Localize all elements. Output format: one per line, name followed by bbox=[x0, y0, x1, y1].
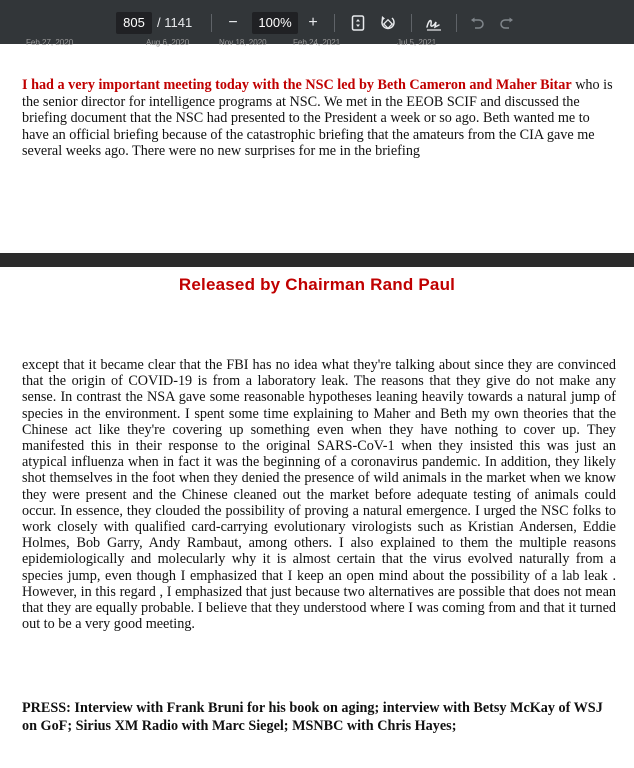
minus-icon: − bbox=[228, 14, 238, 31]
toolbar-divider bbox=[456, 14, 457, 32]
date-label: Aug 6, 2020 bbox=[146, 38, 190, 47]
plus-icon: + bbox=[308, 14, 318, 31]
release-banner: Released by Chairman Rand Paul bbox=[178, 275, 456, 294]
zoom-level-input[interactable]: 100% bbox=[252, 12, 298, 34]
toolbar-divider bbox=[411, 14, 412, 32]
redo-button[interactable] bbox=[496, 12, 518, 34]
date-label: Feb 27, 2020 bbox=[26, 38, 74, 47]
press-note: PRESS: Interview with Frank Bruni for his book on aging; interview with Betsy McKay of WSJ on GoF; Sirius XM Radio with Marc Siegel; MSNBC with Chris Hayes; bbox=[22, 700, 603, 734]
zoom-out-button[interactable] bbox=[222, 12, 244, 34]
fit-page-button[interactable] bbox=[347, 12, 369, 34]
annotate-pen-icon bbox=[425, 15, 443, 31]
rotate-icon bbox=[379, 14, 397, 32]
headline: I had a very important meeting today with the NSC led by Beth Cameron and Maher Bitar bbox=[22, 77, 572, 93]
draw-button[interactable] bbox=[423, 12, 445, 34]
body-text: who is the senior director for intelligence programs at NSC. We met in the EEOB SCIF and discussed the briefing document that the NSC had presented to the President a week or so ago. Beth wanted me to have an official briefing because of the catastrophic briefing that the amateurs from the CIA gave me several weeks ago. There were no new surprises for me in the briefing bbox=[22, 77, 613, 159]
date-label: Jul 5, 2021 bbox=[397, 38, 437, 47]
page-gap bbox=[0, 253, 634, 267]
redo-icon bbox=[500, 17, 514, 29]
rotate-button[interactable] bbox=[377, 12, 399, 34]
toolbar-divider bbox=[211, 14, 212, 32]
page-text bbox=[22, 77, 614, 160]
document-page bbox=[0, 51, 634, 253]
undo-icon bbox=[470, 17, 484, 29]
date-label: Nov 18, 2020 bbox=[219, 38, 267, 47]
fit-page-icon bbox=[351, 15, 365, 31]
toolbar-divider bbox=[334, 14, 335, 32]
body-text: except that it became clear that the FBI has no idea what they're talking about since they are convinced that the origin of COVID-19 is from a laboratory leak. The reasons that they give do not make any sense. In contrast the NSA gave some reasonable hypotheses leaning heavily towards a natural jump of species in the environment. I spent some time explaining to Maher and Beth my own theories that the Chinese act like they're covering up something even when they have nothing to cover up. They manifested this in their response to the original SARS-CoV-1 when they insisted this was just an atypical influenza when in fact it was the beginning of a coronavirus pandemic. In addition, they likely shot themselves in the foot when they denied the presence of wild animals in the market when we know they were present and the Chinese cleaned out the market before adequate testing of animals could occur. In essence, they clouded the possibility of proving a natural emergence. I urged the NSC folks to work closely with qualified card-carrying evolutionary virologists such as Kristian Andersen, Eddie Holmes, Bob Garry, Andy Rambaut, among others. I also explained to them the multiple reasons epidemiologically and molecularly why it is almost certain that the virus evolved naturally from a species jump, even though I emphasized that I keep an open mind about the possibility of a lab leak . However, in this regard , I emphasized that just because two alternatives are possible that does not mean that they are equally probable. I believe that they understood where I was coming from and that it turned out to be a very good meeting. bbox=[22, 357, 616, 633]
chart-axis-remnant bbox=[0, 38, 634, 51]
page-number-input[interactable]: 805 bbox=[116, 12, 152, 34]
date-label: Feb 24, 2021 bbox=[293, 38, 341, 47]
page-total: / 1141 bbox=[157, 15, 193, 30]
zoom-in-button[interactable] bbox=[302, 12, 324, 34]
document-page bbox=[0, 267, 634, 768]
undo-button[interactable] bbox=[466, 12, 488, 34]
